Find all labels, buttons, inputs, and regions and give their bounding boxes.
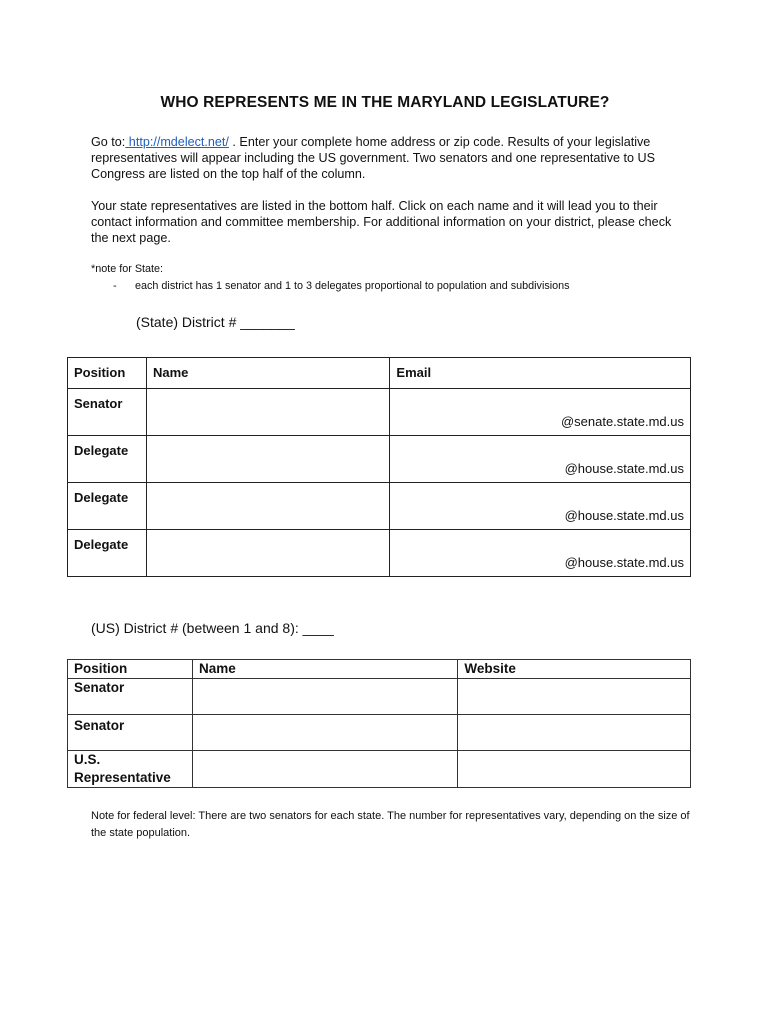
header-position: Position (68, 660, 193, 679)
position-cell: Delegate (68, 530, 147, 577)
intro-prefix: Go to: (91, 135, 126, 149)
header-website: Website (458, 660, 691, 679)
email-cell[interactable]: @senate.state.md.us (390, 389, 691, 436)
table-row (68, 530, 691, 577)
bullet-dash: - (113, 280, 117, 292)
state-representatives-table (67, 357, 691, 577)
state-note-text: each district has 1 senator and 1 to 3 delegates proportional to population and subdivisions (135, 280, 570, 292)
email-cell[interactable]: @house.state.md.us (390, 483, 691, 530)
table-header-row (68, 358, 691, 389)
table-row (68, 436, 691, 483)
us-district-label: (US) District # (between 1 and 8): ____ (91, 620, 334, 636)
federal-note: Note for federal level: There are two senators for each state. The number for representatives vary, depending on the size of the state population. (91, 810, 690, 839)
state-note-bullet (113, 280, 570, 292)
state-district-label: (State) District # _______ (136, 314, 295, 330)
intro-paragraph (91, 134, 691, 182)
table-row (68, 483, 691, 530)
table-row (68, 715, 691, 751)
name-cell[interactable] (192, 751, 457, 788)
us-representatives-table (67, 659, 691, 788)
website-cell[interactable] (458, 679, 691, 715)
website-cell[interactable] (458, 751, 691, 788)
name-cell[interactable] (146, 530, 389, 577)
position-cell: Delegate (68, 483, 147, 530)
name-cell[interactable] (192, 679, 457, 715)
position-line: Representative (74, 770, 171, 785)
header-email: Email (390, 358, 691, 389)
position-cell: Senator (68, 389, 147, 436)
position-cell: Delegate (68, 436, 147, 483)
position-line: U.S. (74, 752, 101, 767)
header-name: Name (146, 358, 389, 389)
mdelect-link[interactable]: http://mdelect.net/ (125, 135, 229, 149)
position-cell (68, 751, 193, 788)
email-cell[interactable]: @house.state.md.us (390, 530, 691, 577)
name-cell[interactable] (192, 715, 457, 751)
name-cell[interactable] (146, 436, 389, 483)
website-cell[interactable] (458, 715, 691, 751)
email-cell[interactable]: @house.state.md.us (390, 436, 691, 483)
table-header-row (68, 660, 691, 679)
name-cell[interactable] (146, 389, 389, 436)
table-row (68, 389, 691, 436)
table-row (68, 751, 691, 788)
intro-suffix: . Enter your complete home address or zip code. Results of your legislative representatives will appear including the US government. Two senators and one representative to US Congress are listed on the top half of the column. (91, 135, 656, 181)
state-representatives-paragraph: Your state representatives are listed in the bottom half. Click on each name and it will lead you to their contact information and committee membership. For additional information on your district, please check the next page. (91, 199, 672, 245)
table-row (68, 679, 691, 715)
position-cell: Senator (68, 679, 193, 715)
position-cell: Senator (68, 715, 193, 751)
header-position: Position (68, 358, 147, 389)
state-note-label: *note for State: (91, 263, 164, 275)
header-name: Name (192, 660, 457, 679)
name-cell[interactable] (146, 483, 389, 530)
page-title: WHO REPRESENTS ME IN THE MARYLAND LEGISLATURE? (160, 94, 610, 111)
